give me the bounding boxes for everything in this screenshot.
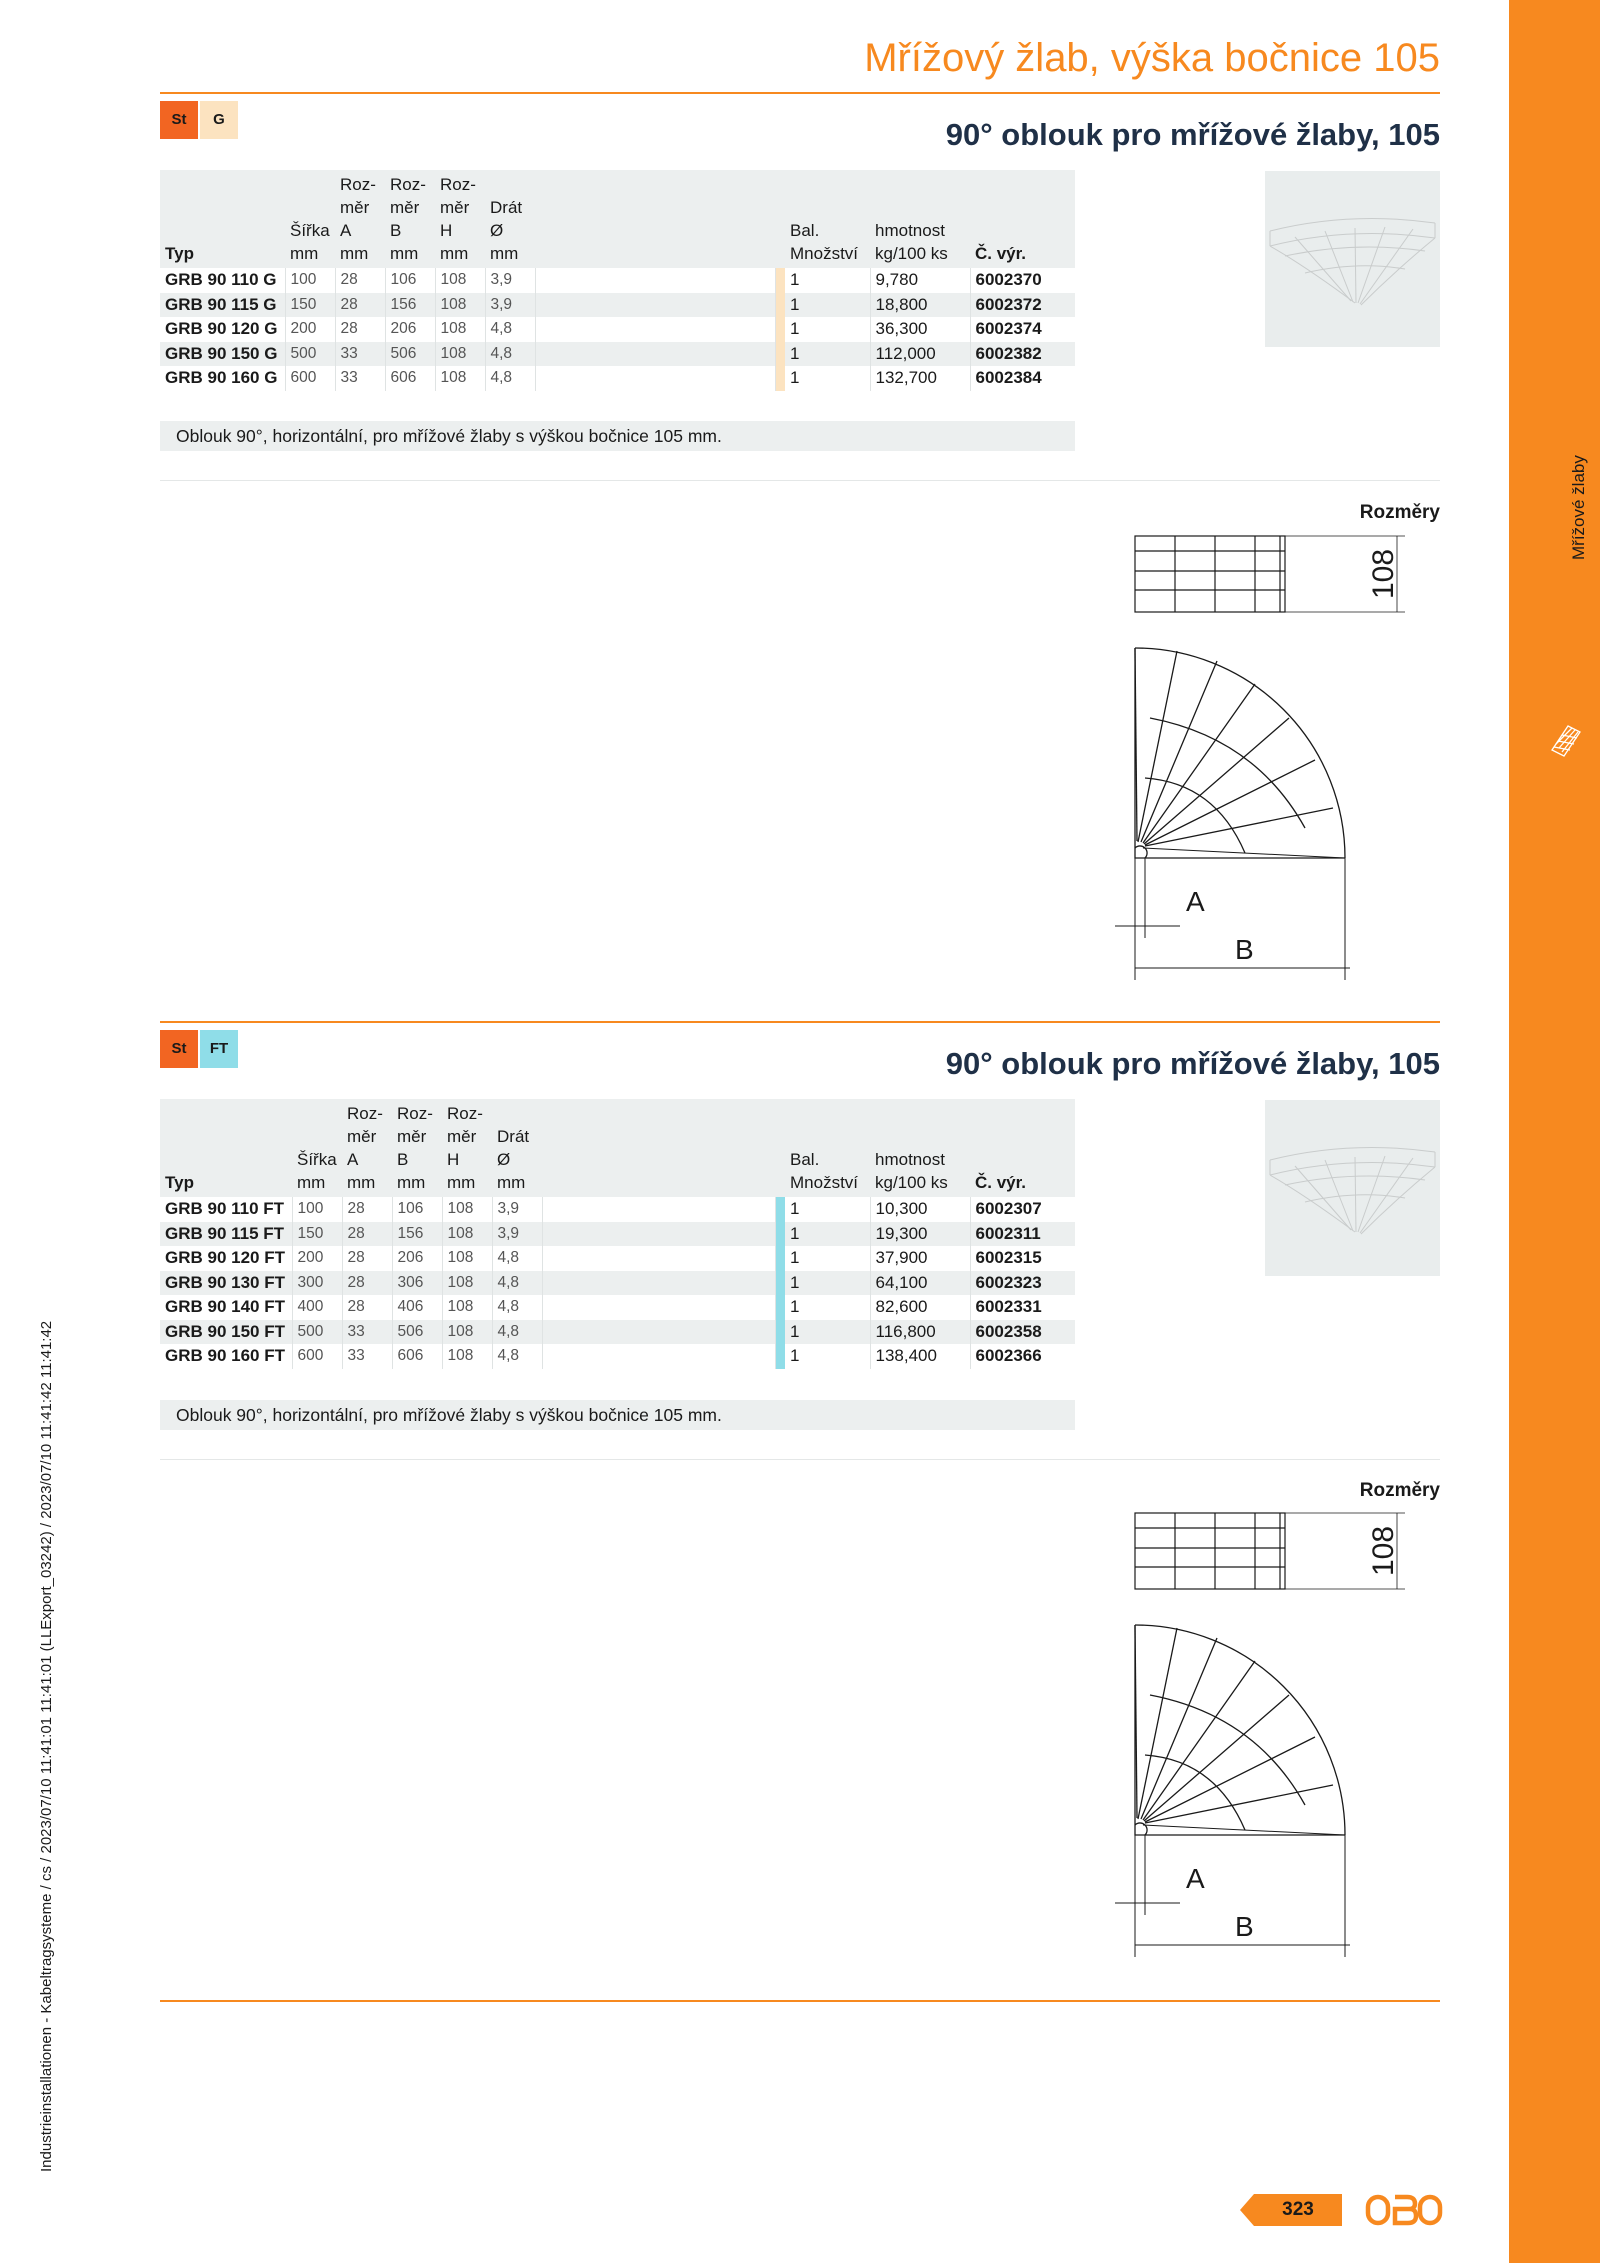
section-title: 90° oblouk pro mřížové žlaby, 105	[945, 117, 1440, 152]
col-cislo: Č. výr.	[970, 170, 1075, 268]
dim-a-label: A	[1186, 1863, 1205, 1894]
table-row: GRB 90 150 G 500 33 506 108 4,8 1 112,000 6002382	[160, 342, 1075, 367]
col-sirka: Šířka mm	[292, 1099, 342, 1197]
col-h: Roz- měr H mm	[442, 1099, 492, 1197]
col-bal: Bal. Množství	[785, 170, 870, 268]
cable-tray-icon	[1548, 716, 1584, 760]
table-row: GRB 90 110 FT 100 28 106 108 3,9 1 10,300 6002307	[160, 1197, 1075, 1222]
col-a: Roz- měr A mm	[335, 170, 385, 268]
table-row: GRB 90 160 G 600 33 606 108 4,8 1 132,700 6002384	[160, 366, 1075, 391]
top-view	[1135, 648, 1345, 858]
page-number-badge	[1240, 2194, 1342, 2226]
col-cislo: Č. výr.	[970, 1099, 1075, 1197]
side-section-label: Mřížové žlaby	[1569, 455, 1588, 560]
section-title: 90° oblouk pro mřížové žlaby, 105	[945, 1046, 1440, 1081]
product-photo	[1265, 1100, 1440, 1276]
table-row: GRB 90 120 G 200 28 206 108 4,8 1 36,300 6002374	[160, 317, 1075, 342]
dimensions-label: Rozměry	[1359, 502, 1440, 523]
col-typ: Typ	[160, 1099, 292, 1197]
col-h: Roz- měr H mm	[435, 170, 485, 268]
dimension-drawing	[1105, 1505, 1450, 1957]
section-divider	[160, 1459, 1440, 1460]
dim-lines	[1115, 858, 1350, 980]
product-note: Oblouk 90°, horizontální, pro mřížové žlaby s výškou bočnice 105 mm.	[160, 1400, 1075, 1430]
product-photo	[1265, 171, 1440, 347]
col-drat: Drát Ø mm	[485, 170, 535, 268]
finish-tag-g: G	[200, 101, 238, 139]
dim-a-label: A	[1186, 886, 1205, 917]
table-row: GRB 90 115 G 150 28 156 108 3,9 1 18,800 6002372	[160, 293, 1075, 318]
table-row: GRB 90 150 FT 500 33 506 108 4,8 1 116,800 6002358	[160, 1320, 1075, 1345]
dim-b-label: B	[1235, 1911, 1254, 1942]
material-tag-st: St	[160, 1030, 198, 1068]
col-sirka: Šířka mm	[285, 170, 335, 268]
table-row: GRB 90 140 FT 400 28 406 108 4,8 1 82,600 6002331	[160, 1295, 1075, 1320]
height-label: 108	[1367, 548, 1400, 600]
table-row: GRB 90 160 FT 600 33 606 108 4,8 1 138,400 6002366	[160, 1344, 1075, 1369]
table-row: GRB 90 120 FT 200 28 206 108 4,8 1 37,900 6002315	[160, 1246, 1075, 1271]
dim-b-label: B	[1235, 934, 1254, 965]
col-hmotnost: hmotnost kg/100 ks	[870, 170, 970, 268]
dimension-drawing	[1105, 528, 1450, 980]
product-photo-sketch	[1265, 171, 1440, 347]
bottom-divider	[160, 2000, 1440, 2002]
dimensions-label: Rozměry	[1359, 1480, 1440, 1501]
col-a: Roz- měr A mm	[342, 1099, 392, 1197]
table-row: GRB 90 110 G 100 28 106 108 3,9 1 9,780 6002370	[160, 268, 1075, 293]
page-title: Mřížový žlab, výška bočnice 105	[864, 36, 1440, 80]
product-table	[160, 1099, 1075, 1369]
title-divider	[160, 92, 1440, 94]
page-number: 323	[1282, 2199, 1314, 2220]
obo-logo	[1365, 2194, 1443, 2226]
dim-lines	[1115, 1835, 1350, 1957]
col-b: Roz- měr B mm	[385, 170, 435, 268]
product-photo-sketch	[1265, 1100, 1440, 1276]
side-view	[1135, 536, 1405, 612]
print-footer: Industrieinstallationen - Kabeltragsysteme / cs / 2023/07/10 11:41:01 11:41:01 (LLExport_03242) / 2023/07/10 11:41:42 11:41:42	[38, 1320, 55, 2172]
table-row: GRB 90 115 FT 150 28 156 108 3,9 1 19,300 6002311	[160, 1222, 1075, 1247]
col-hmotnost: hmotnost kg/100 ks	[870, 1099, 970, 1197]
product-note: Oblouk 90°, horizontální, pro mřížové žlaby s výškou bočnice 105 mm.	[160, 421, 1075, 451]
col-bal: Bal. Množství	[785, 1099, 870, 1197]
col-typ: Typ	[160, 170, 285, 268]
table-row: GRB 90 130 FT 300 28 306 108 4,8 1 64,100 6002323	[160, 1271, 1075, 1296]
col-b: Roz- měr B mm	[392, 1099, 442, 1197]
finish-tag-ft: FT	[200, 1030, 238, 1068]
col-drat: Drát Ø mm	[492, 1099, 542, 1197]
side-bar	[1509, 0, 1600, 2263]
material-tag-st: St	[160, 101, 198, 139]
product-table	[160, 170, 1075, 391]
top-view	[1135, 1625, 1345, 1835]
section-divider	[160, 480, 1440, 481]
section-divider-orange	[160, 1021, 1440, 1023]
height-label: 108	[1367, 1525, 1400, 1577]
side-view	[1135, 1513, 1405, 1589]
